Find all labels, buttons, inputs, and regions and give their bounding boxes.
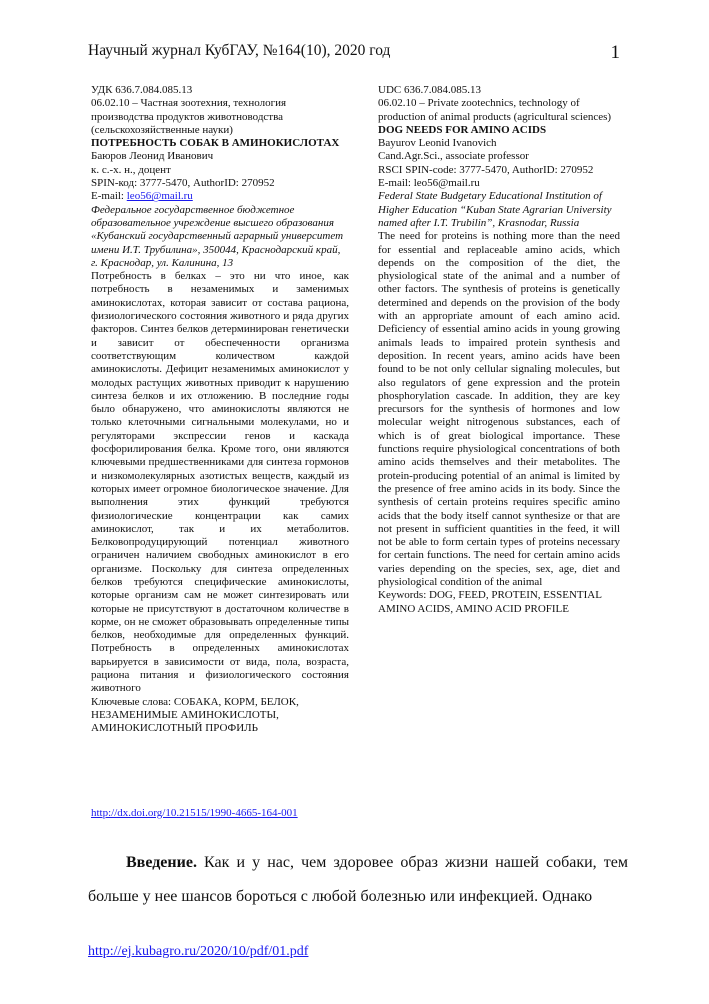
email-prefix-ru: E-mail: bbox=[91, 190, 127, 203]
english-column bbox=[378, 84, 620, 616]
introduction-text: Как и у нас, чем здоровее образ жизни нашей собаки, тем больше у нее шансов бороться с любой болезнью или инфекцией. Однако bbox=[88, 854, 628, 905]
footer-pdf-link[interactable]: http://ej.kubagro.ru/2020/10/pdf/01.pdf bbox=[88, 944, 309, 959]
author-ids-ru: SPIN-код: 3777-5470, AuthorID: 270952 bbox=[91, 177, 275, 190]
author-degree-en: Cand.Agr.Sci., associate professor bbox=[378, 150, 529, 163]
udc-ru: УДК 636.7.084.085.13 bbox=[91, 84, 193, 96]
abstract-ru: Потребность в белках – это ни что иное, как потребность в незаменимых и заменимых аминокислотах, которая зависит от состава рациона, физиологического состояния животного и ряда других факторов. Синтез белков детерминирован генетически и зависит от обеспеченности организма соответствующим количеством каждой аминокислоты. Дефицит незаменимых аминокислот у молодых растущих животных приводит к нарушению синтеза белков и их отложению. В последние годы было обнаружено, что аминокислоты являются не только клеточными сигнальными молекулами, но и регуляторами экспрессии генов и каскада фосфорилирования белка. Кроме того, они являются ключевыми предшественниками для синтеза гормонов и низкомолекулярных азотистых веществ, каждый из которых имеет огромное биологическое значение. Для выполнения этих функций требуются физиологические концентрации как самих аминокислот, так и их метаболитов. Белковопродуцирующий потенциал животного ограничен наличием свободных аминокислот в его организме. Поскольку для синтеза определенных белков требуются специфические аминокислоты, которые организм сам не может синтезировать или которые не присутствуют в достаточном количестве в корме, он не сможет образовывать определенные типы белков, необходимые для определенных функций. Потребность в определенных аминокислотах варьируется в зависимости от вида, пола, возраста, рациона питания и физиологического состояния животного bbox=[91, 270, 349, 695]
keywords-ru: Ключевые слова: СОБАКА, КОРМ, БЕЛОК, НЕЗАМЕНИМЫЕ АМИНОКИСЛОТЫ, АМИНОКИСЛОТНЫЙ ПРОФИЛЬ bbox=[91, 695, 299, 735]
page-header bbox=[88, 42, 628, 66]
page-number: 1 bbox=[610, 42, 620, 63]
author-email-en: E-mail: leo56@mail.ru bbox=[378, 177, 480, 190]
article-title-ru: ПОТРЕБНОСТЬ СОБАК В АМИНОКИСЛОТАХ bbox=[91, 137, 340, 150]
email-link[interactable]: leo56@mail.ru bbox=[126, 190, 193, 203]
russian-column bbox=[91, 84, 349, 736]
author-degree-ru: к. с.-х. н., доцент bbox=[91, 163, 171, 176]
author-ids-en: RSCI SPIN-code: 3777-5470, AuthorID: 270952 bbox=[378, 163, 594, 176]
introduction-paragraph bbox=[88, 846, 628, 914]
doi-link[interactable]: http://dx.doi.org/10.21515/1990-4665-164-001 bbox=[91, 807, 298, 819]
affiliation-en: Federal State Budgetary Educational Institution of Higher Education “Kuban State Agrarian University named after I.T. Trubilin”, Krasnodar, Russia bbox=[378, 190, 612, 229]
introduction-heading: Введение. bbox=[126, 854, 197, 871]
udc-en: UDC 636.7.084.085.13 bbox=[378, 84, 481, 96]
author-email-line-ru bbox=[91, 190, 349, 203]
affiliation-ru: Федеральное государственное бюджетное образовательное учреждение высшего образования «Кубанский государственный аграрный университет имени И.Т. Трубилина», 350044, Краснодарский край, г. Краснодар, ул. Калинина, 13 bbox=[91, 203, 344, 269]
abstract-en: The need for proteins is nothing more than the need for essential and replaceable amino acids, which depends on the composition of the diet, the physiological state of the animal and a number of other factors. The synthesis of proteins is genetically determined and depends on the provision of the body with an appropriate amount of each amino acid. Deficiency of essential amino acids in young growing animals leads to impaired protein synthesis and deposition. In recent years, amino acids have been found to be not only cellular signaling molecules, but also regulators of gene expression and the protein phosphorylation cascade. In addition, they are key precursors for the synthesis of hormones and low molecular weight nitrogenous substances, each of which is of great biological importance. These functions require physiological concentrations of both amino acids themselves and their metabolites. The protein-producing potential of an animal is limited by the presence of free amino acids in its body. Since the synthesis of certain proteins requires specific amino acids that the body itself cannot synthesize or that are not present in sufficient quantities in the feed, it will not be able to form certain types of proteins necessary for certain functions. The need for certain amino acids varies depending on the species, sex, age, diet and physiological condition of the animal bbox=[378, 230, 620, 588]
article-title-en: DOG NEEDS FOR AMINO ACIDS bbox=[378, 123, 547, 136]
specialty-en: 06.02.10 – Private zootechnics, technology of production of animal products (agricultural sciences) bbox=[378, 97, 612, 123]
author-name-en: Bayurov Leonid Ivanovich bbox=[378, 137, 497, 150]
author-name-ru: Баюров Леонид Иванович bbox=[91, 150, 214, 163]
journal-title: Научный журнал КубГАУ, №164(10), 2020 год bbox=[88, 42, 391, 59]
keywords-en: Keywords: DOG, FEED, PROTEIN, ESSENTIAL AMINO ACIDS, AMINO ACID PROFILE bbox=[378, 589, 602, 615]
specialty-ru: 06.02.10 – Частная зоотехния, технология производства продуктов животноводства (сельскохозяйственные науки) bbox=[91, 97, 287, 136]
